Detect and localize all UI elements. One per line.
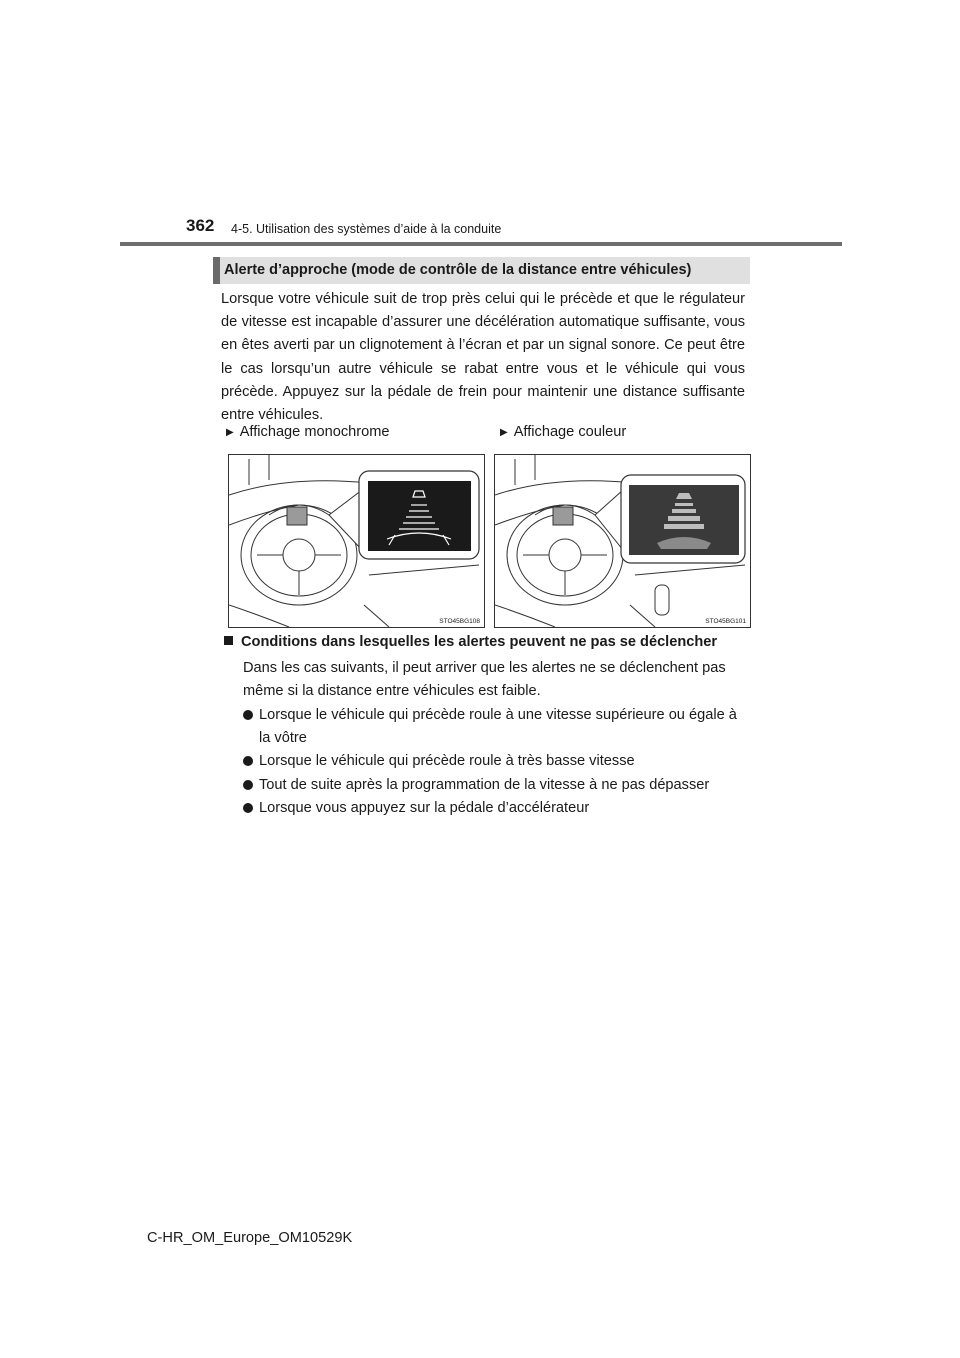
triangle-bullet-icon: ▶ [500, 427, 508, 438]
list-item: Tout de suite après la programmation de la vitesse à ne pas dépasser [243, 774, 746, 797]
intro-paragraph: Lorsque votre véhicule suit de trop près celui qui le précède et que le régulateur de vitesse est incapable d’assurer une décélération automatique suffisante, vous en êtes averti par un clignotement à l’écran et par un signal sonore. Ce peut être le cas lorsqu’un autre véhicule se rabat entre vous et le véhicule qui vous précède. Appuyez sur la pédale de frein pour maintenir une distance suffisante entre véhicules. [221, 291, 745, 424]
page-number: 362 [186, 216, 215, 235]
list-item: Lorsque vous appuyez sur la pédale d’accélérateur [243, 797, 746, 820]
list-item: Lorsque le véhicule qui précède roule à une vitesse supérieure ou égale à la vôtre [243, 704, 746, 750]
section-heading-text: Alerte d’approche (mode de contrôle de la distance entre véhicules) [224, 262, 692, 278]
figure-label-color: ▶ Affichage couleur [500, 424, 627, 440]
bullet-dot-icon [243, 710, 253, 720]
header-rule [120, 242, 842, 246]
conditions-intro: Dans les cas suivants, il peut arriver que les alertes ne se déclenchent pas même si la distance entre véhicules est faible. [243, 660, 726, 700]
figure-code: STO45BG101 [705, 618, 746, 625]
figure-monochrome [228, 454, 485, 628]
conditions-heading: Conditions dans lesquelles les alertes peuvent ne pas se déclencher [224, 634, 717, 650]
section-title: 4-5. Utilisation des systèmes d’aide à la conduite [231, 222, 502, 236]
bullet-dot-icon [243, 780, 253, 790]
section-heading [213, 257, 750, 284]
bullet-dot-icon [243, 803, 253, 813]
bullet-dot-icon [243, 756, 253, 766]
dashboard-illustration-monochrome [229, 455, 484, 627]
square-bullet-icon [224, 636, 233, 645]
list-item: Lorsque le véhicule qui précède roule à très basse vitesse [243, 750, 746, 773]
triangle-bullet-icon: ▶ [226, 427, 234, 438]
figure-label-monochrome: ▶ Affichage monochrome [226, 424, 390, 440]
dashboard-illustration-color [495, 455, 750, 627]
footer-doc-code: C-HR_OM_Europe_OM10529K [147, 1230, 353, 1246]
conditions-list [243, 704, 746, 820]
figure-code: STO45BG108 [439, 618, 480, 625]
figure-color [494, 454, 751, 628]
heading-accent [213, 257, 220, 284]
